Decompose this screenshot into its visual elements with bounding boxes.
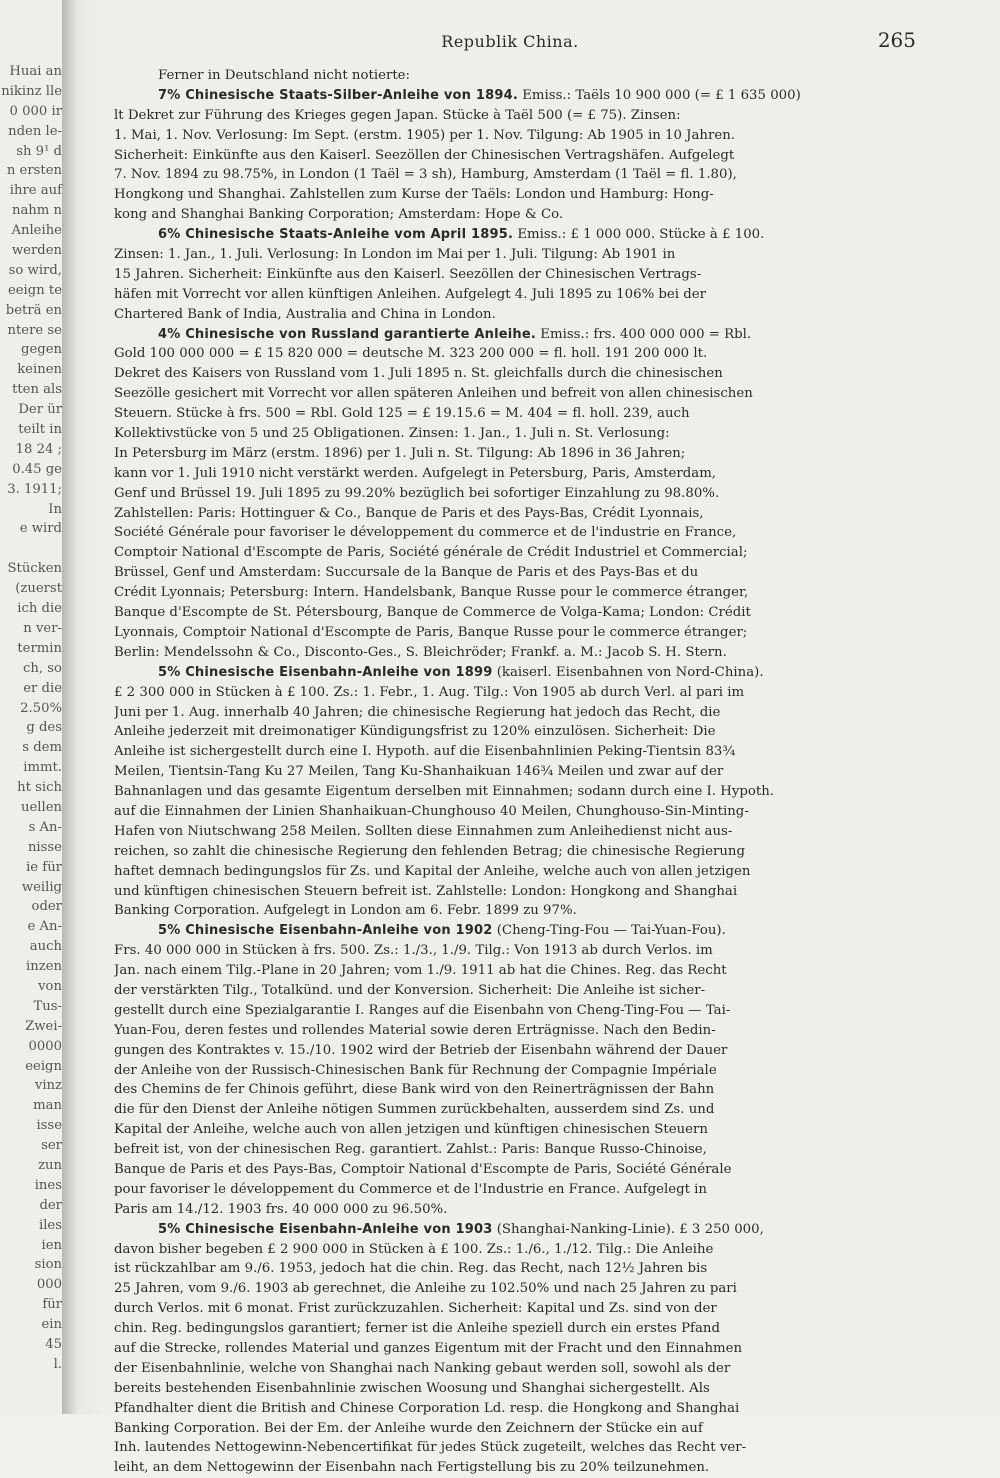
margin-fragment: Huai an xyxy=(9,64,62,79)
line-text: Inh. lautendes Nettogewinn-Nebencertifikat für jedes Stück zugeteilt, welches das Recht ver- xyxy=(114,1440,747,1456)
text-line xyxy=(114,1458,910,1478)
line-text: Banking Corporation. Bei der Em. der Anleihe wurde den Zeichnern der Stücke ein auf xyxy=(114,1420,703,1436)
text-line xyxy=(114,703,910,723)
margin-fragment: 45 xyxy=(45,1337,62,1352)
loan-heading: 5% Chinesische Eisenbahn-Anleihe von 1903 xyxy=(158,1221,493,1237)
margin-fragment: teilt in xyxy=(18,422,62,438)
text-line xyxy=(114,1120,910,1140)
text-line xyxy=(114,364,910,384)
line-text: Genf und Brüssel 19. Juli 1895 zu 99.20% bezüglich bei sofortiger Einzahlung zu 98.80%. xyxy=(114,485,720,501)
margin-fragment: tten als xyxy=(12,382,62,398)
line-text: gungen des Kontraktes v. 15./10. 1902 wird der Betrieb der Eisenbahn während der Dauer xyxy=(114,1042,728,1058)
text-line xyxy=(114,1180,910,1200)
text-line xyxy=(114,1240,910,1260)
margin-fragment: (zuerst xyxy=(15,581,62,597)
margin-fragment: eeign te xyxy=(7,282,62,298)
line-text: Emiss.: frs. 400 000 000 = Rbl. xyxy=(536,326,752,342)
line-text: Hongkong und Shanghai. Zahlstellen zum Kurse der Taëls: London und Hamburg: Hong- xyxy=(114,187,714,203)
margin-fragment: l. xyxy=(53,1356,62,1372)
body-text xyxy=(114,66,910,1478)
margin-fragment: Zwei- xyxy=(25,1018,62,1034)
line-text: chin. Reg. bedingungslos garantiert; ferner ist die Anleihe speziell durch ein erstes Pfand xyxy=(114,1321,720,1337)
line-text: Comptoir National d'Escompte de Paris, Société générale de Crédit Industriel et Commercial; xyxy=(114,545,748,561)
text-line xyxy=(114,901,910,921)
text-line xyxy=(114,106,910,126)
text-line xyxy=(114,126,910,146)
line-text: Jan. nach einem Tilg.-Plane in 20 Jahren; vom 1./9. 1911 ab hat die Chines. Reg. das Recht xyxy=(114,963,727,979)
text-line xyxy=(114,1259,910,1279)
margin-fragment: nikinz lle xyxy=(1,83,62,99)
margin-fragment: s An- xyxy=(28,819,62,835)
margin-fragment: ien xyxy=(41,1237,62,1253)
margin-fragment: ihre auf xyxy=(9,183,62,199)
text-line xyxy=(114,623,910,643)
margin-fragment: uellen xyxy=(20,799,62,815)
line-text: Seezölle gesichert mit Vorrecht vor allen späteren Anleihen und befreit von allen chinesischen xyxy=(114,386,753,402)
line-text: 1. Mai, 1. Nov. Verlosung: Im Sept. (erstm. 1905) per 1. Nov. Tilgung: Ab 1905 in 10 Jahren. xyxy=(114,127,735,143)
text-line xyxy=(114,941,910,961)
margin-fragment: immt. xyxy=(23,760,62,776)
text-line xyxy=(114,404,910,424)
text-line xyxy=(114,1399,910,1419)
margin-fragment: 000 xyxy=(36,1277,62,1293)
text-line xyxy=(114,862,910,882)
previous-page-margin-fragments xyxy=(0,62,68,1412)
margin-fragment: eeign xyxy=(25,1058,62,1074)
line-text: gestellt durch eine Spezialgarantie I. Ranges auf die Eisenbahn von Cheng-Ting-Fou — Tai- xyxy=(114,1002,731,1018)
text-line xyxy=(114,504,910,524)
line-text: befreit ist, von der chinesischen Reg. garantiert. Zahlst.: Paris: Banque Russo-Chinoise, xyxy=(114,1142,707,1158)
text-line xyxy=(114,444,910,464)
text-line xyxy=(114,1200,910,1220)
margin-fragment: gegen xyxy=(21,342,62,358)
line-text: Banque d'Escompte de St. Pétersbourg, Banque de Commerce de Volga-Kama; London: Crédit xyxy=(114,605,751,621)
margin-fragment: oder xyxy=(31,899,62,915)
line-text: £ 2 300 000 in Stücken à £ 100. Zs.: 1. Febr., 1. Aug. Tilg.: Von 1905 ab durch Verl. al pari im xyxy=(114,684,745,700)
text-line xyxy=(114,424,910,444)
margin-fragment: iles xyxy=(38,1217,62,1233)
line-text: Anleihe jederzeit mit dreimonatiger Kündigungsfrist zu 120% einzulösen. Sicherheit: Die xyxy=(114,724,716,740)
line-text: durch Verlos. mit 6 monat. Frist zurückzuzahlen. Sicherheit: Kapital und Zs. sind von der xyxy=(114,1301,717,1317)
margin-fragment: 0000 xyxy=(28,1038,62,1054)
line-text: Anleihe ist sichergestellt durch eine I. Hypoth. auf die Eisenbahnlinien Peking-Tientsin 83¾ xyxy=(114,744,736,760)
text-line xyxy=(114,1319,910,1339)
text-line xyxy=(114,683,910,703)
margin-fragment: vinz xyxy=(34,1078,62,1094)
line-text: Sicherheit: Einkünfte aus den Kaiserl. Seezöllen der Chinesischen Vertragshäfen. Aufgelegt xyxy=(114,147,735,163)
line-text: auf die Einnahmen der Linien Shanhaikuan-Chunghouso 40 Meilen, Chunghouso-Sin-Minting- xyxy=(114,803,749,819)
line-text: davon bisher begeben £ 2 900 000 in Stücken à £ 100. Zs.: 1./6., 1./12. Tilg.: Die Anleihe xyxy=(114,1241,714,1257)
line-text: Steuern. Stücke à frs. 500 = Rbl. Gold 125 = £ 19.15.6 = M. 404 = fl. holl. 239, auch xyxy=(114,406,690,422)
line-text: 7. Nov. 1894 zu 98.75%, in London (1 Taël = 3 sh), Hamburg, Amsterdam (1 Taël = fl. 1.80), xyxy=(114,167,737,183)
text-line xyxy=(114,1061,910,1081)
text-line xyxy=(114,1160,910,1180)
text-line xyxy=(114,882,910,902)
margin-fragment: sh 9¹ d xyxy=(16,143,62,159)
line-text: der Anleihe von der Russisch-Chinesischen Bank für Rechnung der Compagnie Impériale xyxy=(114,1062,717,1078)
text-line xyxy=(114,822,910,842)
text-line xyxy=(114,285,910,305)
line-text: und künftigen chinesischen Steuern befreit ist. Zahlstelle: London: Hongkong and Shanghai xyxy=(114,883,738,899)
text-line xyxy=(114,384,910,404)
line-text: Gold 100 000 000 = £ 15 820 000 = deutsche M. 323 200 000 = fl. holl. 191 200 000 lt. xyxy=(114,346,708,362)
text-line xyxy=(114,1001,910,1021)
line-text: Yuan-Fou, deren festes und rollendes Material sowie deren Erträgnisse. Nach den Bedin- xyxy=(114,1022,716,1038)
line-text: der verstärkten Tilg., Totalkünd. und der Konversion. Sicherheit: Die Anleihe ist sicher- xyxy=(114,982,706,998)
text-line xyxy=(114,185,910,205)
line-text: Meilen, Tientsin-Tang Ku 27 Meilen, Tang Ku-Shanhaikuan 146¾ Meilen und zwar auf der xyxy=(114,764,724,780)
text-line xyxy=(114,1080,910,1100)
line-text: (Shanghai-Nanking-Linie). £ 3 250 000, xyxy=(492,1221,764,1237)
line-text: Société Générale pour favoriser le développement du commerce et de l'industrie en France, xyxy=(114,525,737,541)
margin-fragment: beträ en xyxy=(5,302,62,318)
loan-heading: 4% Chinesische von Russland garantierte Anleihe. xyxy=(158,326,537,342)
text-line xyxy=(114,165,910,185)
line-text: Berlin: Mendelssohn & Co., Disconto-Ges., S. Bleichröder; Frankf. a. M.: Jacob S. H. Stern. xyxy=(114,644,727,660)
margin-fragment: n ver- xyxy=(23,620,62,636)
margin-fragment: der xyxy=(39,1197,62,1213)
line-text: Banking Corporation. Aufgelegt in London am 6. Febr. 1899 zu 97%. xyxy=(114,903,577,919)
text-line xyxy=(114,543,910,563)
margin-fragment: e wird xyxy=(19,521,62,537)
line-text: Banque de Paris et des Pays-Bas, Comptoir National d'Escompte de Paris, Société Générale xyxy=(114,1161,732,1177)
line-text: Crédit Lyonnais; Petersburg: Intern. Handelsbank, Banque Russe pour le commerce étranger, xyxy=(114,585,749,601)
margin-fragment: nahm n xyxy=(11,203,62,219)
text-line xyxy=(114,146,910,166)
margin-fragment: nden le- xyxy=(8,123,62,139)
margin-fragment: ser xyxy=(41,1138,62,1154)
text-line xyxy=(114,583,910,603)
text-line xyxy=(114,802,910,822)
line-text: auf die Strecke, rollendes Material und ganzes Eigentum mit der Fracht und den Einnahmen xyxy=(114,1341,743,1356)
text-line xyxy=(114,344,910,364)
line-text: häfen mit Vorrecht vor allen künftigen Anleihen. Aufgelegt 4. Juli 1895 zu 106% bei der xyxy=(114,286,707,302)
margin-fragment: so wird, xyxy=(8,262,62,278)
loan-heading: 5% Chinesische Eisenbahn-Anleihe von 1899 xyxy=(158,664,493,680)
text-line xyxy=(114,722,910,742)
margin-fragment: g des xyxy=(26,720,62,736)
margin-fragment: In xyxy=(48,501,62,517)
binding-gutter-shadow xyxy=(62,0,102,1414)
text-line xyxy=(114,1359,910,1379)
line-text: 25 Jahren, vom 9./6. 1903 ab gerechnet, die Anleihe zu 102.50% und nach 25 Jahren zu pari xyxy=(114,1281,737,1297)
margin-fragment: 0.45 ge xyxy=(12,461,62,477)
line-text: bereits bestehenden Eisenbahnlinie zwischen Woosung und Shanghai sichergestellt. Als xyxy=(114,1380,710,1396)
line-text: des Chemins de fer Chinois geführt, diese Bank wird von den Reinerträgnissen der Bahn xyxy=(114,1082,715,1098)
text-line xyxy=(114,245,910,265)
line-text: leiht, an dem Nettogewinn der Eisenbahn nach Fertigstellung bis zu 20% teilzunehmen. xyxy=(114,1460,710,1476)
line-text: Dekret des Kaisers von Russland vom 1. Juli 1895 n. St. gleichfalls durch die chinesischen xyxy=(114,366,723,382)
text-line xyxy=(114,1140,910,1160)
text-line xyxy=(114,762,910,782)
margin-fragment: Tus- xyxy=(33,998,62,1014)
line-text: 15 Jahren. Sicherheit: Einkünfte aus den Kaiserl. Seezöllen der Chinesischen Vertrags- xyxy=(114,266,702,282)
margin-fragment: n ersten xyxy=(6,163,62,179)
margin-fragment: 18 24 ; xyxy=(15,441,62,457)
margin-fragment: werden xyxy=(11,243,62,259)
margin-fragment: termin xyxy=(17,640,62,656)
line-text: Brüssel, Genf und Amsterdam: Succursale de la Banque de Paris et des Pays-Bas et du xyxy=(114,565,699,581)
line-text: haftet demnach bedingungslos für Zs. und Kapital der Anleihe, welche auch von allen jetzigen xyxy=(114,863,751,879)
text-line xyxy=(114,484,910,504)
text-line xyxy=(114,782,910,802)
line-text: lt Dekret zur Führung des Krieges gegen Japan. Stücke à Taël 500 (= £ 75). Zinsen: xyxy=(114,107,681,123)
line-text: Chartered Bank of India, Australia and China in London. xyxy=(114,306,496,322)
text-line xyxy=(114,921,910,941)
margin-fragment xyxy=(0,539,68,559)
text-line xyxy=(114,1100,910,1120)
text-line xyxy=(114,603,910,623)
text-line xyxy=(114,1041,910,1061)
margin-fragment: weilig xyxy=(21,879,62,895)
text-line xyxy=(114,1021,910,1041)
line-text: Pfandhalter dient die British and Chinese Corporation Ld. resp. die Hongkong and Shanghai xyxy=(114,1400,740,1416)
line-text: Zinsen: 1. Jan., 1. Juli. Verlosung: In London im Mai per 1. Juli. Tilgung: Ab 1901 in xyxy=(114,247,676,263)
text-line xyxy=(114,1279,910,1299)
loan-heading: 6% Chinesische Staats-Anleihe vom April 1895. xyxy=(158,227,514,243)
margin-fragment: 2.50% xyxy=(20,700,62,716)
margin-fragment: er die xyxy=(23,680,62,696)
margin-fragment: ich die xyxy=(17,601,62,617)
text-line xyxy=(114,1220,910,1240)
line-text: Ferner in Deutschland nicht notierte: xyxy=(158,68,411,83)
margin-fragment: von xyxy=(38,978,62,994)
margin-fragment: nisse xyxy=(27,839,62,855)
line-text: die für den Dienst der Anleihe nötigen Summen zurückbehalten, ausserdem sind Zs. und xyxy=(114,1102,715,1118)
margin-fragment: e An- xyxy=(27,919,62,935)
margin-fragment: auch xyxy=(29,939,62,955)
text-line xyxy=(114,961,910,981)
margin-fragment: für xyxy=(42,1297,62,1313)
text-line xyxy=(114,1299,910,1319)
line-text: Emiss.: £ 1 000 000. Stücke à £ 100. xyxy=(513,227,765,243)
line-text: reichen, so zahlt die chinesische Regierung den fehlenden Betrag; die chinesische Regierung xyxy=(114,843,745,859)
margin-fragment: man xyxy=(33,1098,62,1114)
margin-fragment: isse xyxy=(36,1118,62,1134)
margin-fragment: Anleihe xyxy=(11,223,62,239)
text-line xyxy=(114,66,910,86)
line-text: (kaiserl. Eisenbahnen von Nord-China). xyxy=(492,664,764,680)
text-line xyxy=(114,205,910,225)
line-text: kong and Shanghai Banking Corporation; Amsterdam: Hope & Co. xyxy=(114,207,564,223)
line-text: Emiss.: Taëls 10 900 000 (= £ 1 635 000) xyxy=(517,87,801,103)
line-text: der Eisenbahnlinie, welche von Shanghai nach Nanking gebaut werden soll, sowohl als der xyxy=(114,1360,731,1376)
margin-fragment: inzen xyxy=(26,959,62,975)
text-line xyxy=(114,742,910,762)
margin-fragment: Der ür xyxy=(18,402,62,418)
margin-fragment: ntere se xyxy=(7,322,62,338)
line-text: In Petersburg im März (erstm. 1896) per 1. Juli n. St. Tilgung: Ab 1896 in 36 Jahren; xyxy=(114,445,686,461)
page-header xyxy=(110,28,916,52)
margin-fragment: zun xyxy=(38,1157,62,1173)
text-line xyxy=(114,1438,910,1458)
margin-fragment: 3. 1911; xyxy=(7,481,62,497)
margin-fragment: sion xyxy=(34,1257,62,1273)
margin-fragment: keinen xyxy=(17,362,62,378)
line-text: Frs. 40 000 000 in Stücken à frs. 500. Zs.: 1./3., 1./9. Tilg.: Von 1913 ab durch Verlos. im xyxy=(114,943,713,959)
margin-fragment: s dem xyxy=(22,740,62,756)
line-text: Paris am 14./12. 1903 frs. 40 000 000 zu 96.50%. xyxy=(114,1201,448,1217)
text-line xyxy=(114,86,910,106)
running-head: Republik China. xyxy=(441,32,579,51)
text-line xyxy=(114,1339,910,1359)
line-text: Juni per 1. Aug. innerhalb 40 Jahren; die chinesische Regierung hat jedoch das Recht, die xyxy=(114,704,721,720)
margin-fragment: ein xyxy=(41,1317,62,1333)
line-text: Zahlstellen: Paris: Hottinguer & Co., Banque de Paris et des Pays-Bas, Crédit Lyonnais, xyxy=(114,505,704,521)
margin-fragment: ht sich xyxy=(17,780,62,796)
line-text: Kollektivstücke von 5 und 25 Obligationen. Zinsen: 1. Jan., 1. Juli n. St. Verlosung: xyxy=(114,426,670,442)
text-line xyxy=(114,225,910,245)
margin-fragment: ie für xyxy=(26,859,62,875)
line-text: pour favoriser le développement du Commerce et de l'Industrie en France. Aufgelegt in xyxy=(114,1181,707,1197)
margin-fragment: Stücken xyxy=(7,561,62,577)
line-text: (Cheng-Ting-Fou — Tai-Yuan-Fou). xyxy=(492,923,726,939)
loan-heading: 5% Chinesische Eisenbahn-Anleihe von 1902 xyxy=(158,923,493,939)
text-line xyxy=(114,523,910,543)
text-line xyxy=(114,981,910,1001)
line-text: ist rückzahlbar am 9./6. 1953, jedoch hat die chin. Reg. das Recht, nach 12½ Jahren bis xyxy=(114,1261,708,1277)
line-text: Kapital der Anleihe, welche auch von allen jetzigen und künftigen chinesischen Steuern xyxy=(114,1122,708,1138)
line-text: kann vor 1. Juli 1910 nicht verstärkt werden. Aufgelegt in Petersburg, Paris, Amsterdam, xyxy=(114,465,717,481)
line-text: Lyonnais, Comptoir National d'Escompte de Paris, Banque Russe pour le commerce étranger; xyxy=(114,624,748,640)
text-line xyxy=(114,265,910,285)
text-line xyxy=(114,1379,910,1399)
line-text: Hafen von Niutschwang 258 Meilen. Sollten diese Einnahmen zum Anleihedienst nicht aus- xyxy=(114,823,733,839)
page-number: 265 xyxy=(877,28,916,52)
text-line xyxy=(114,325,910,345)
line-text: Bahnanlagen und das gesamte Eigentum derselben mit Einnahmen; sodann durch eine I. Hypoth. xyxy=(114,784,775,800)
margin-fragment: ch, so xyxy=(23,660,62,676)
margin-fragment: 0 000 ir xyxy=(9,103,62,119)
text-line xyxy=(114,563,910,583)
text-line xyxy=(114,643,910,663)
text-line xyxy=(114,305,910,325)
text-line xyxy=(114,842,910,862)
text-line xyxy=(114,663,910,683)
text-line xyxy=(114,1419,910,1439)
loan-heading: 7% Chinesische Staats-Silber-Anleihe von 1894. xyxy=(158,87,518,103)
margin-fragment: ines xyxy=(34,1177,62,1193)
text-line xyxy=(114,464,910,484)
